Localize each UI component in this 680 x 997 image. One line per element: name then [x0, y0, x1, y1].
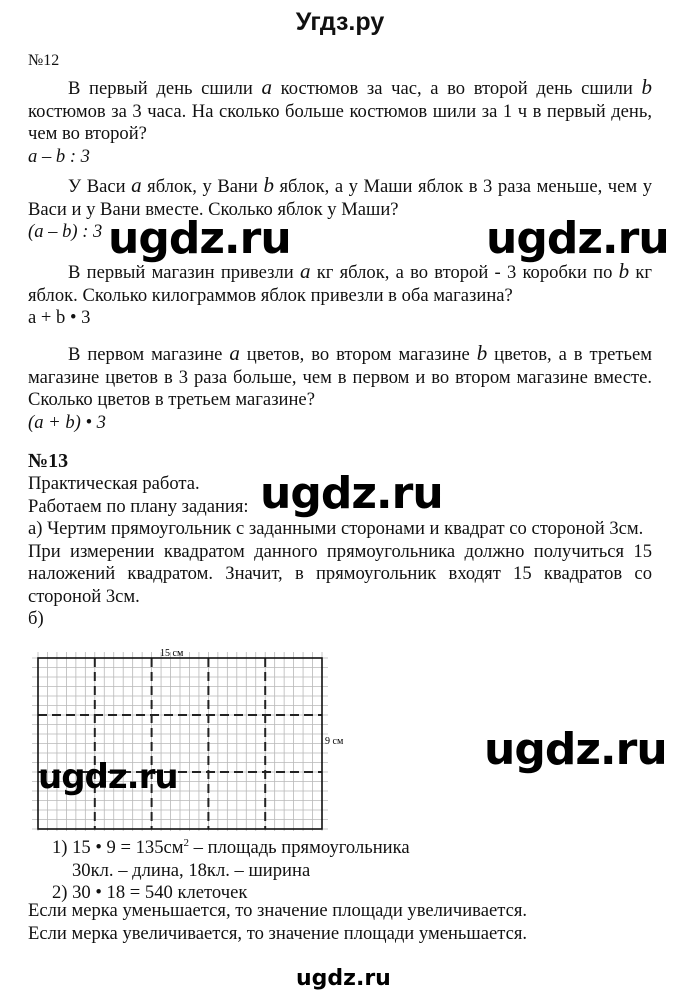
task12-number: №12 — [28, 52, 60, 69]
task13-conclusions — [28, 900, 527, 945]
task13-number: №13 — [28, 450, 69, 472]
formula: a – b : 3 — [28, 145, 90, 167]
watermark: ugdz.ru — [484, 724, 667, 775]
formula: (a + b) • 3 — [28, 411, 106, 433]
step-2: 2) 30 • 18 = 540 клеточек — [52, 882, 248, 904]
width-label: 15 см — [160, 648, 184, 659]
footer-watermark: ugdz.ru — [296, 966, 391, 991]
task13-explanation: При измерении квадратом данного прямоугольника должно получиться 15 наложений квадратом. Значит, в прямоугольник входят 15 квадратов со стороной 3см. — [28, 540, 652, 607]
height-label: 9 см — [325, 736, 344, 747]
task13-line-2: Работаем по плану задания: — [28, 495, 249, 517]
task12-problem-3: В первый магазин привезли a кг яблок, а во второй - 3 коробки по b кг яблок. Сколько килограммов яблок привезли в оба магазина? a + b • 3 — [28, 259, 652, 328]
task12-problem-4: В первом магазине a цветов, во втором магазине b цветов, а в третьем магазине цветов в 3 раза больше, чем в первом и во втором магазине вместе. Сколько цветов в третьем магазине? (a + b) • 3 — [28, 341, 652, 433]
watermark: ugdz.ru — [38, 757, 178, 797]
task12-problem-2: У Васи a яблок, у Вани b яблок, а у Маши яблок в 3 раза меньше, чем у Васи и у Вани вместе. Сколько яблок у Маши? (a – b) : 3 — [28, 173, 652, 242]
step-1-sub: 30кл. – длина, 18кл. – ширина — [72, 859, 311, 881]
watermark: ugdz.ru — [260, 468, 443, 519]
task13-part-a: а) Чертим прямоугольник с заданными сторонами и квадрат со стороной 3см. — [28, 518, 644, 539]
conclusion-1: Если мерка уменьшается, то значение площади увеличивается. — [28, 900, 528, 921]
task13-steps — [52, 832, 410, 905]
task12-problem-1: В первый день сшили a костюмов за час, а во второй день сшили b костюмов за 3 часа. На сколько больше костюмов шили за 1 ч в первый день, чем во второй? a – b : 3 — [28, 75, 652, 167]
watermark: ugdz.ru — [486, 213, 669, 264]
formula: a + b • 3 — [28, 307, 91, 328]
step-1: 1) 15 • $9 = 135см^2$ – площадь прямоугольника — [52, 837, 410, 859]
task13-part-b-label: б) — [28, 608, 44, 629]
site-title: Угдз.ру — [295, 8, 385, 36]
grid-figure — [20, 640, 360, 835]
formula: (a – b) : 3 — [28, 221, 103, 242]
conclusion-2: Если мерка увеличивается, то значение площади уменьшается. — [28, 922, 528, 944]
watermark: ugdz.ru — [108, 213, 291, 264]
task13-line-1: Практическая работа. — [28, 473, 200, 494]
